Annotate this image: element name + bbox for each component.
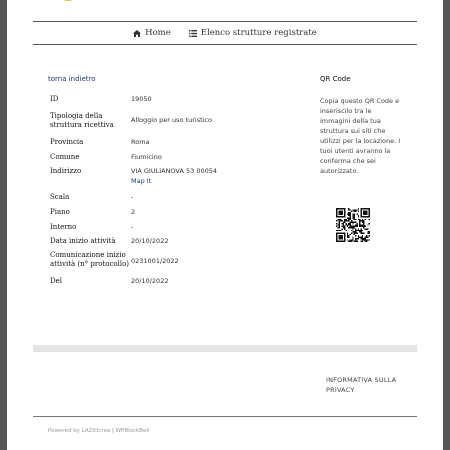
qr-code-image — [336, 208, 370, 242]
label-indirizzo: Indirizzo — [50, 167, 82, 175]
label-protocollo: Comunicazione inizio attività (n° protocollo) — [50, 251, 130, 268]
nav-elenco-label: Elenco strutture registrate — [200, 28, 317, 38]
label-piano: Piano — [50, 208, 70, 216]
label-data-inizio: Data inizio attività — [50, 237, 116, 245]
privacy-link[interactable]: INFORMATIVA SULLA PRIVACY — [326, 376, 397, 395]
footer-divider — [33, 416, 417, 417]
list-icon — [189, 30, 197, 37]
row-interno — [50, 223, 133, 232]
row-data-inizio — [50, 237, 168, 246]
back-link[interactable]: torna indietro — [48, 75, 96, 83]
powered-by: Powered by LAZIOcrea | WPBlockBeli — [48, 428, 150, 434]
home-icon — [133, 30, 141, 37]
row-indirizzo — [50, 167, 217, 186]
row-protocollo — [50, 251, 179, 269]
row-id — [50, 95, 152, 104]
value-piano: 2 — [131, 208, 136, 216]
nav-elenco[interactable] — [189, 28, 317, 38]
value-data-inizio: 20/10/2022 — [131, 237, 169, 245]
value-comune: Fiumicino — [131, 153, 162, 161]
footer-bar — [33, 345, 417, 352]
value-protocollo: 0231001/2022 — [131, 257, 179, 265]
value-indirizzo — [131, 167, 217, 186]
value-indirizzo-text: VIA GIULIANOVA 53 00054 — [131, 167, 217, 175]
label-id: ID — [50, 95, 59, 103]
nav-home-label: Home — [145, 28, 171, 38]
label-del: Del — [50, 277, 62, 285]
label-interno: Interno — [50, 223, 77, 231]
top-divider — [33, 21, 417, 22]
label-provincia: Provincia — [50, 138, 84, 146]
value-del: 20/10/2022 — [131, 277, 169, 285]
nav-home[interactable] — [133, 28, 171, 38]
value-id: 19050 — [131, 95, 152, 103]
value-provincia: Roma — [131, 138, 150, 146]
row-provincia — [50, 138, 150, 147]
label-comune: Comune — [50, 153, 80, 161]
nav-divider — [33, 44, 417, 45]
row-comune — [50, 153, 162, 162]
value-tipologia: Alloggio per uso turistico — [131, 116, 212, 124]
row-tipologia — [50, 112, 212, 130]
value-interno: - — [131, 223, 134, 231]
row-del — [50, 277, 168, 286]
row-piano — [50, 208, 135, 217]
main-nav — [33, 23, 417, 43]
qr-description: Copia questo QR Code e inseriscilo tra le immagini della tua struttura sui siti che utilizzi per la locazione. I tuoi utenti avranno la conferma che sei autorizzato. — [320, 97, 401, 176]
label-tipologia: Tipologia della struttura ricettiva — [50, 112, 114, 129]
qr-title: QR Code — [320, 75, 351, 83]
label-scala: Scala — [50, 193, 70, 201]
page — [7, 0, 443, 450]
map-it-link[interactable]: Map It — [131, 177, 152, 186]
region-logo — [52, 0, 84, 6]
value-scala: - — [131, 193, 134, 201]
row-scala — [50, 193, 133, 202]
